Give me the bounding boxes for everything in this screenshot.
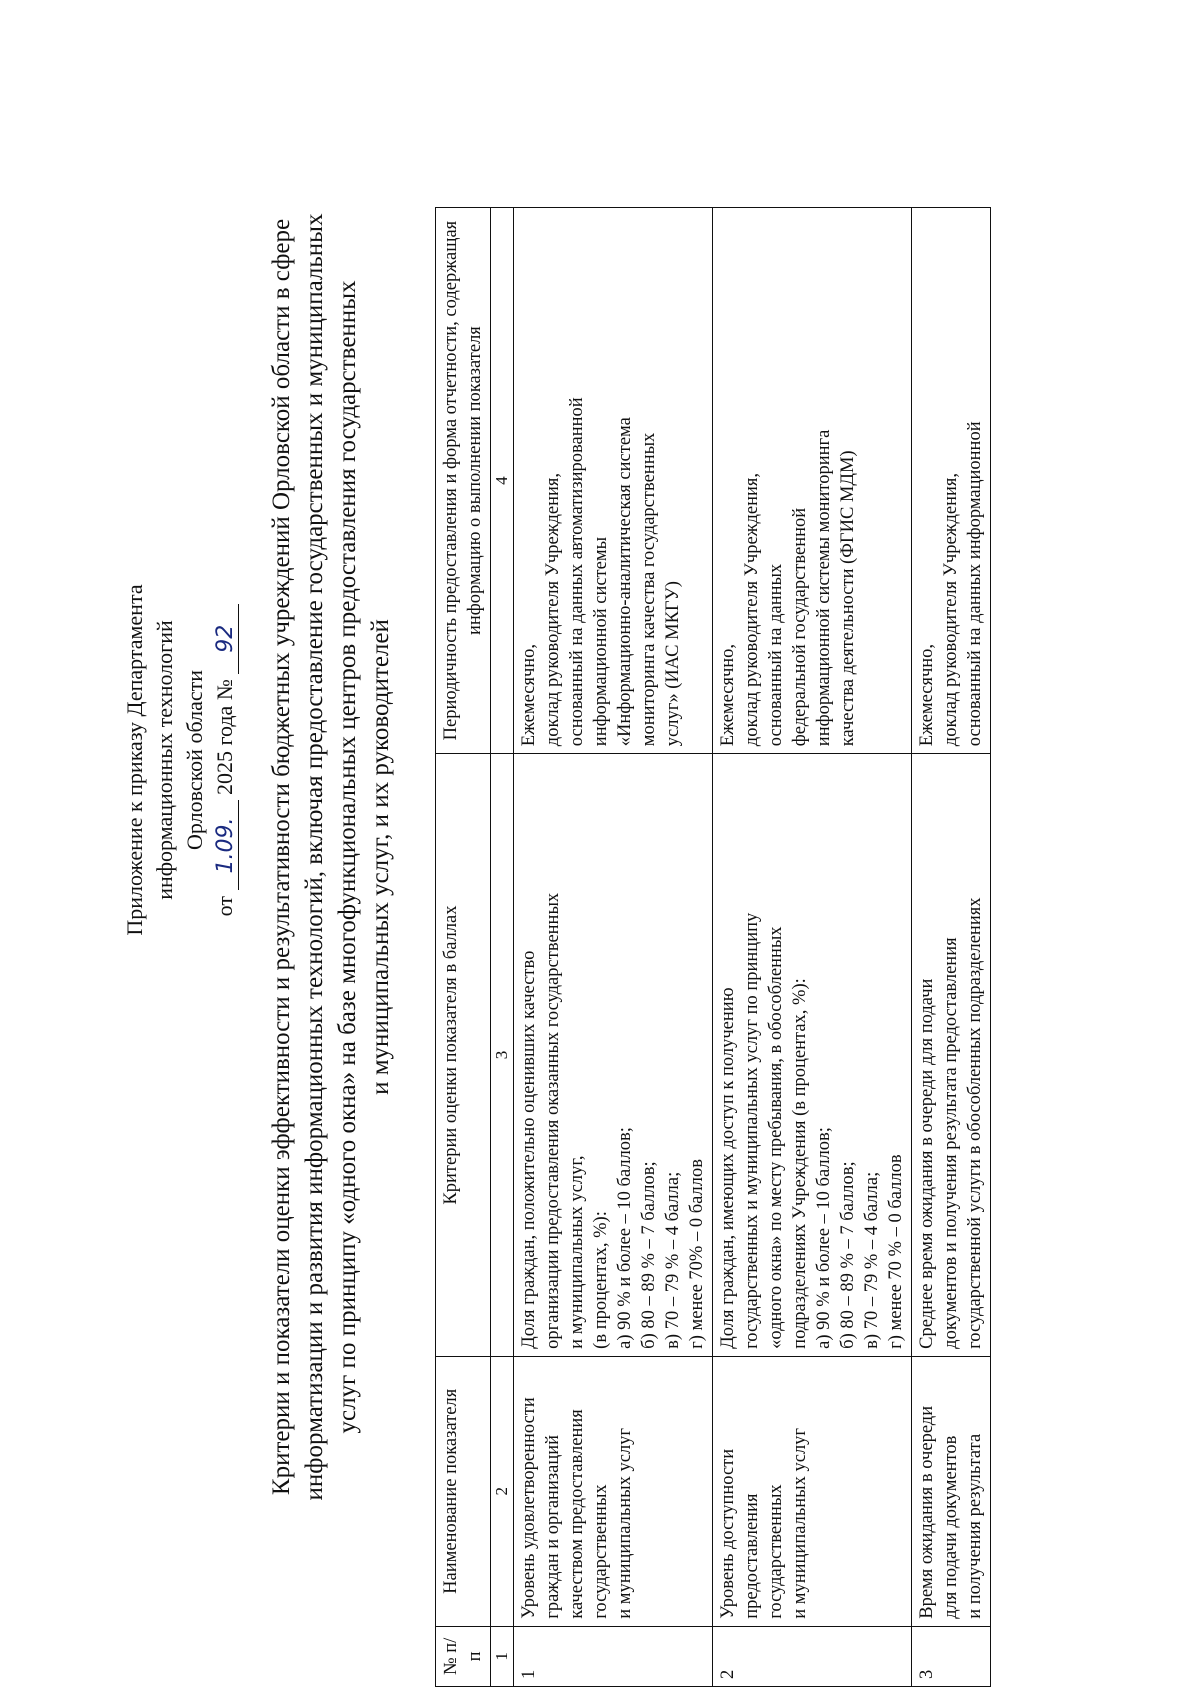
indicator-name: [912, 1356, 991, 1626]
report-line: Ежемесячно,: [917, 643, 937, 747]
name-line: государственных: [766, 1484, 786, 1619]
criteria-line: г) менее 70 % – 0 баллов: [886, 1154, 906, 1349]
title-line: информатизации и развития информационных технологий, включая предоставление государственных и муниципальных: [301, 213, 328, 1501]
criteria-line: в) 70 – 79 % – 4 балла;: [663, 1171, 683, 1349]
report-cell: [713, 208, 912, 754]
criteria-line: и муниципальных услуг,: [567, 1155, 587, 1349]
table-row: [514, 208, 713, 1687]
appendix-line: Приложение к приказу Департамента: [122, 584, 147, 936]
column-number: 2: [491, 1356, 514, 1626]
header-cell-name: Наименование показателя: [436, 1356, 491, 1626]
report-line: качества деятельности (ФГИС МДМ): [838, 450, 858, 747]
report-cell: [514, 208, 713, 754]
criteria-line: (в процентах, %):: [591, 1211, 611, 1349]
report-line: основанный на данных: [766, 563, 786, 747]
criteria-line: «одного окна» по месту пребывания, в обособленных: [766, 926, 786, 1349]
document-title: [265, 147, 397, 1567]
criteria-line: г) менее 70% – 0 баллов: [687, 1159, 707, 1349]
criteria-line: подразделениях Учреждения (в процентах, %):: [790, 978, 810, 1349]
report-line: «Информационно-аналитическая система: [615, 417, 635, 747]
name-line: предоставления: [742, 1493, 762, 1619]
name-line: Время ожидания в очереди: [917, 1405, 937, 1619]
criteria-line: б) 80 – 89 % – 7 баллов;: [639, 1161, 659, 1349]
criteria-line: в) 70 – 79 % – 4 балла;: [862, 1171, 882, 1349]
appendix-date-line: [210, 500, 240, 1020]
report-line: основанный на данных информационной: [965, 421, 985, 747]
criteria-line: документов и получения результата предоставления: [941, 937, 961, 1349]
row-number: 2: [713, 1626, 912, 1686]
report-line: основанный на данных автоматизированной: [567, 397, 587, 747]
report-line: Ежемесячно,: [718, 643, 738, 747]
name-line: для подачи документов: [941, 1435, 961, 1619]
criteria-cell: [713, 754, 912, 1357]
criteria-line: б) 80 – 89 % – 7 баллов;: [838, 1161, 858, 1349]
criteria-line: а) 90 % и более – 10 баллов;: [814, 1127, 834, 1349]
report-line: Ежемесячно,: [519, 643, 539, 747]
handwritten-date: 1.09.: [214, 800, 239, 890]
row-number: 1: [514, 1626, 713, 1686]
criteria-line: Среднее время ожидания в очереди для подачи: [917, 978, 937, 1349]
title-line: Критерии и показатели оценки эффективности и результативности бюджетных учреждений Орловской области в сфере: [268, 218, 295, 1496]
report-line: доклад руководителя Учреждения,: [742, 472, 762, 747]
report-line: информационной системы: [591, 537, 611, 747]
name-line: и получения результата: [965, 1433, 985, 1619]
criteria-cell: [912, 754, 991, 1357]
criteria-table: [435, 207, 991, 1687]
criteria-line: Доля граждан, положительно оценивших качество: [519, 950, 539, 1349]
from-label: от: [212, 895, 237, 917]
indicator-name: [514, 1356, 713, 1626]
row-number: 3: [912, 1626, 991, 1686]
table-row: [713, 208, 912, 1687]
criteria-line: государственных и муниципальных услуг по принципу: [742, 912, 762, 1349]
report-line: федеральной государственной: [790, 507, 810, 747]
table-header-row: [436, 208, 491, 1687]
header-cell-number: № п/п: [436, 1626, 491, 1686]
report-line: информационной системы мониторинга: [814, 429, 834, 747]
name-line: Уровень удовлетворенности: [519, 1397, 539, 1619]
report-cell: [912, 208, 991, 754]
appendix-line: Орловской области: [182, 670, 207, 850]
name-line: и муниципальных услуг: [790, 1427, 810, 1619]
appendix-line: информационных технологий: [152, 620, 177, 900]
table-row: [912, 208, 991, 1687]
name-line: Уровень доступности: [718, 1448, 738, 1619]
name-line: государственных: [591, 1484, 611, 1619]
criteria-line: а) 90 % и более – 10 баллов;: [615, 1127, 635, 1349]
report-line: доклад руководителя Учреждения,: [941, 472, 961, 747]
title-line: услуг по принципу «одного окна» на базе многофункциональных центров предоставления государственных: [334, 280, 361, 1434]
year-text: 2025 года №: [212, 679, 237, 795]
report-line: мониторинга качества государственных: [639, 432, 659, 747]
report-line: доклад руководителя Учреждения,: [543, 472, 563, 747]
report-line: услуг» (ИАС МКГУ): [663, 581, 683, 747]
name-line: качеством предоставления: [567, 1409, 587, 1619]
handwritten-number: 92: [214, 604, 239, 674]
appendix-header: [120, 500, 240, 1020]
column-number: 1: [491, 1626, 514, 1686]
column-number-row: [491, 208, 514, 1687]
name-line: граждан и организаций: [543, 1434, 563, 1619]
criteria-line: организации предоставления оказанных государственных: [543, 892, 563, 1349]
column-number: 4: [491, 208, 514, 754]
criteria-line: государственной услуги в обособленных подразделениях: [965, 897, 985, 1349]
indicator-name: [713, 1356, 912, 1626]
header-cell-criteria: Критерии оценки показателя в баллах: [436, 754, 491, 1357]
column-number: 3: [491, 754, 514, 1357]
criteria-cell: [514, 754, 713, 1357]
name-line: и муниципальных услуг: [615, 1427, 635, 1619]
title-line: и муниципальных услуг, и их руководителей: [367, 619, 394, 1095]
criteria-line: Доля граждан, имеющих доступ к получению: [718, 987, 738, 1349]
header-cell-report: Периодичность предоставления и форма отчетности, содержащая информацию о выполнении показателя: [436, 208, 491, 754]
